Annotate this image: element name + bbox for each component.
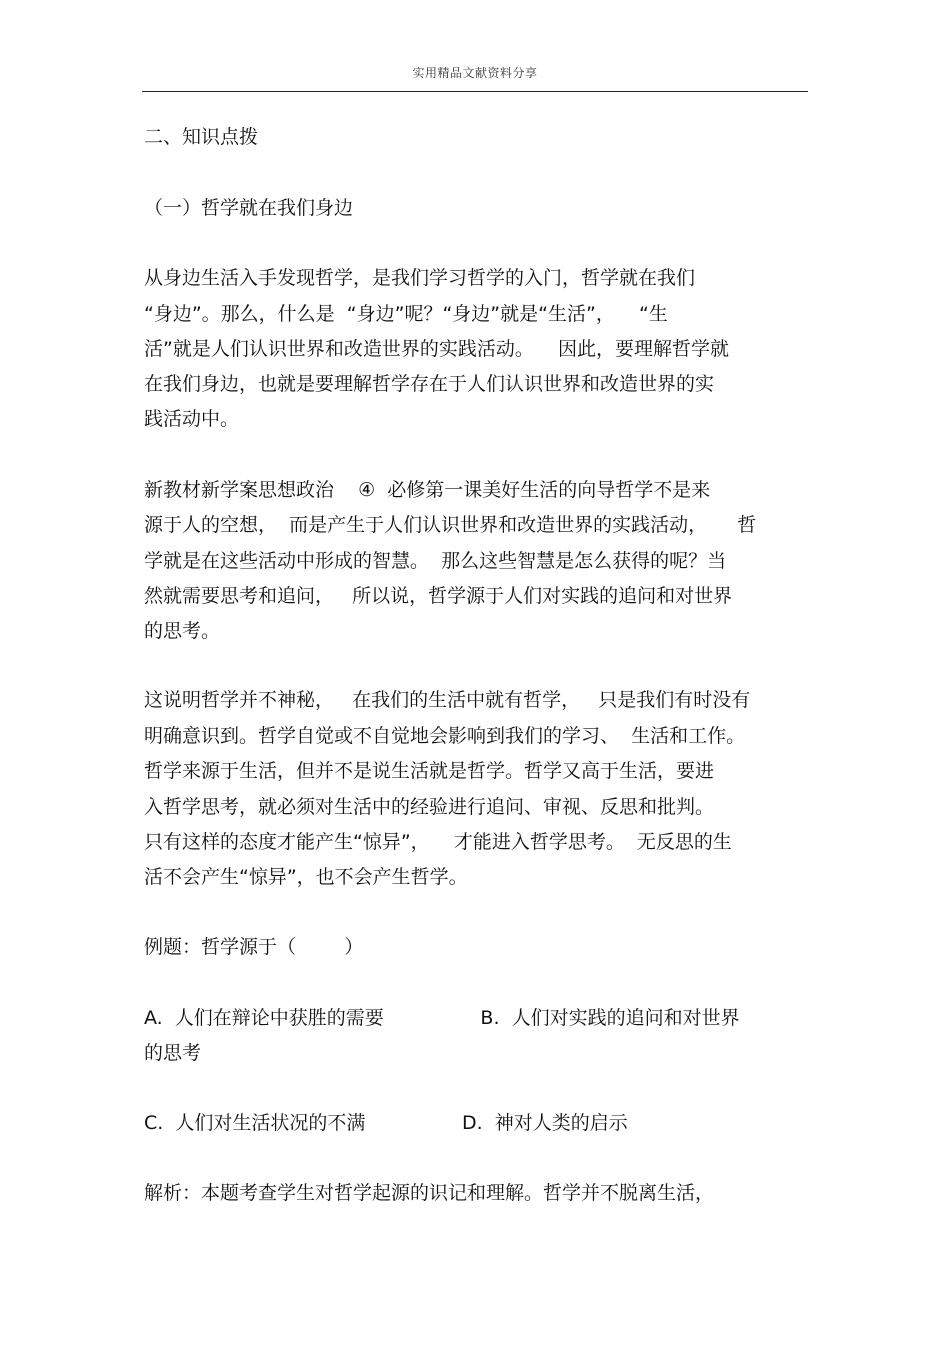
paragraph-line: “身边”。那么，什么是 “身边”呢？“身边”就是“生活”， “生: [144, 303, 668, 325]
paragraph-line: 源于人的空想， 而是产生于人们认识世界和改造世界的实践活动， 哲: [144, 514, 757, 536]
paragraph-line: 入哲学思考，就必须对生活中的经验进行追问、审视、反思和批判。: [144, 796, 715, 818]
paragraph-line: 践活动中。: [144, 408, 240, 430]
paragraph-line: 活”就是人们认识世界和改造世界的实践活动。 因此，要理解哲学就: [144, 338, 730, 360]
paragraph-line: 明确意识到。哲学自觉或不自觉地会影响到我们的学习、 生活和工作。: [144, 725, 746, 747]
header-title: 实用精品文献资料分享: [412, 66, 538, 80]
paragraph-line: 的思考。: [144, 620, 221, 642]
header-divider: [142, 91, 808, 92]
paragraph-line: 只有这样的态度才能产生“惊异”， 才能进入哲学思考。 无反思的生: [144, 831, 732, 853]
paragraph-line: 在我们身边，也就是要理解哲学存在于人们认识世界和改造世界的实: [144, 373, 715, 395]
paragraph-line: 从身边生活入手发现哲学，是我们学习哲学的入门，哲学就在我们: [144, 267, 696, 289]
paragraph-line: 活不会产生“惊异”，也不会产生哲学。: [144, 866, 468, 888]
paragraph-line: 学就是在这些活动中形成的智慧。 那么这些智慧是怎么获得的呢？当: [144, 550, 727, 572]
example-options-cd: C. 人们对生活状况的不满 D. 神对人类的启示: [144, 1112, 628, 1134]
paragraph-line: 哲学来源于生活，但并不是说生活就是哲学。哲学又高于生活，要进: [144, 760, 715, 782]
paragraph-line: 这说明哲学并不神秘， 在我们的生活中就有哲学， 只是我们有时没有: [144, 689, 751, 711]
analysis-text: 解析：本题考查学生对哲学起源的识记和理解。哲学并不脱离生活，: [144, 1182, 715, 1204]
subsection-heading: （一）哲学就在我们身边: [144, 197, 354, 219]
example-question: 例题：哲学源于（ ）: [144, 936, 364, 958]
section-heading: 二、知识点拨: [144, 126, 259, 148]
paragraph-line: 然就需要思考和追问， 所以说，哲学源于人们对实践的追问和对世界: [144, 585, 733, 607]
example-options-ab-continued: 的思考: [144, 1042, 202, 1064]
example-options-ab: A. 人们在辩论中获胜的需要 B. 人们对实践的追问和对世界: [144, 1007, 740, 1029]
paragraph-line: 新教材新学案思想政治 ④ 必修第一课美好生活的向导哲学不是来: [144, 479, 711, 501]
